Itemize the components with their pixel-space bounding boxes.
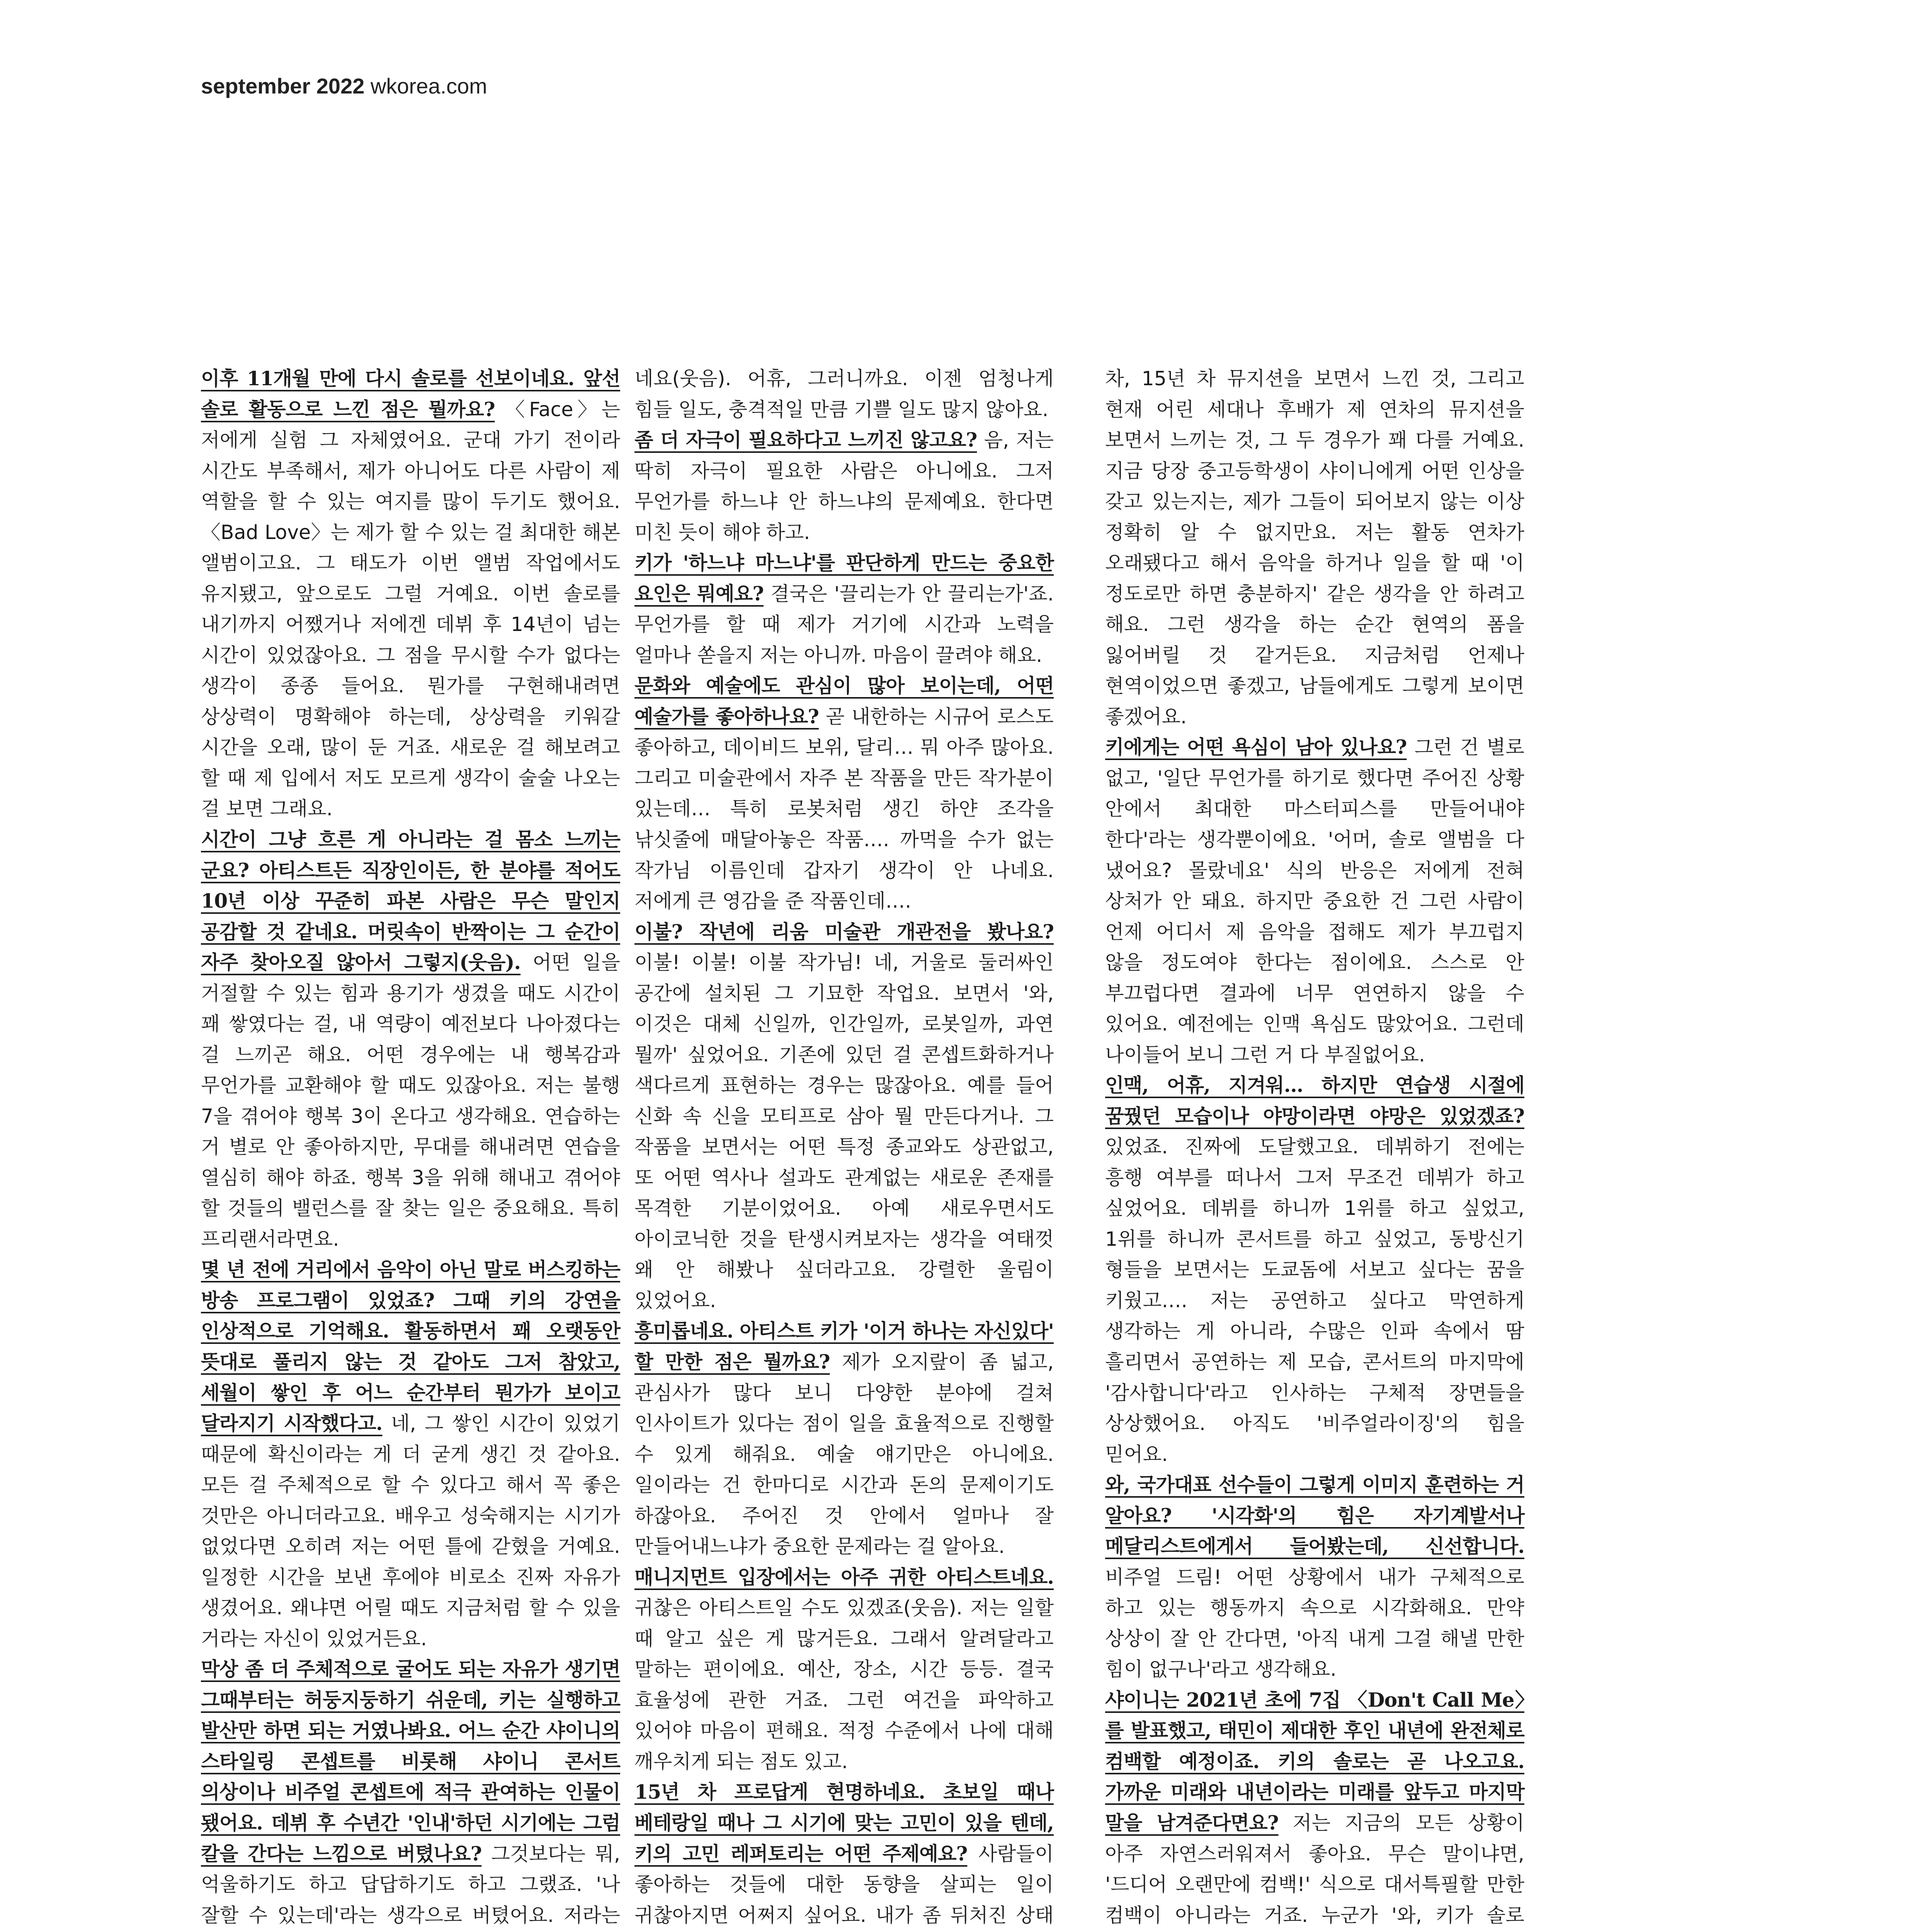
question: 좀 더 자극이 필요하다고 느끼진 않고요? xyxy=(634,429,977,452)
question: 몇 년 전에 거리에서 음악이 아닌 말로 버스킹하는 방송 프로그램이 있었죠? 그때 키의 강연을 인상적으로 기억해요. 활동하면서 꽤 오랫동안 뜻대로 풀리지 않는 것 같아도 그저 참았고, 세월이 쌓인 후 어느 순간부터 뭔가가 보이고 달라지기 시작했다고. xyxy=(201,1258,620,1435)
question: 키에게는 어떤 욕심이 남아 있나요? xyxy=(1105,736,1407,759)
answer: 있었죠. 진짜에 도달했고요. 데뷔하기 전에는 흥행 여부를 떠나서 그저 무조건 데뷔가 하고 싶었어요. 데뷔를 하니까 1위를 하고 싶었고, 1위를 하니까 콘서트를 하고 싶었고, 동방신기 형들을 보면서는 도쿄돔에 서보고 싶다는 꿈을 키웠고…. 저는 공연하고 싶다고 막연하게 생각하는 게 아니라, 수많은 인파 속에서 땀 흘리면서 공연하는 제 모습, 콘서트의 마지막에 '감사합니다'라고 인사하는 구체적 장면들을 상상했어요. 아직도 '비주얼라이징'의 힘을 믿어요. xyxy=(1105,1135,1524,1466)
answer: 저는 지금의 모든 상황이 아주 자연스러워져서 좋아요. 무슨 말이냐면, '드디어 오랜만에 컴백!' 식으로 대서특필할 만한 컴백이 아니라는 거죠. 누군가 '와, 키가 솔로 xyxy=(1105,1811,1524,1927)
paragraph xyxy=(634,1777,1054,1932)
paragraph xyxy=(634,548,1054,670)
paragraph xyxy=(634,363,1054,425)
paragraph xyxy=(634,670,1054,916)
folio-issue: september 2022 wkorea.com xyxy=(201,74,487,98)
question: 매니지먼트 입장에서는 아주 귀한 아티스트네요. xyxy=(634,1565,1054,1588)
question: 인맥, 어휴, 지겨워… 하지만 연습생 시절에 꿈꿨던 모습이나 야망이라면 야망은 있었겠죠? xyxy=(1105,1074,1524,1128)
paragraph xyxy=(201,1654,620,1932)
question: 문화와 예술에도 관심이 많아 보이는데, 어떤 예술가를 좋아하나요? xyxy=(634,674,1054,728)
text-column-2 xyxy=(634,363,1054,1932)
text-column-1 xyxy=(201,363,620,1932)
paragraph xyxy=(201,363,620,824)
paragraph xyxy=(634,425,1054,548)
answer: 곧 내한하는 시규어 로스도 좋아하고, 데이비드 보위, 달리… 뭐 아주 많아요. 그리고 미술관에서 자주 본 작품을 만든 작가분이 있는데… 특히 로봇처럼 생긴 하얀 조각을 낚싯줄에 매달아놓은 작품…. 까먹을 수가 없는 작가님 이름인데 갑자기 생각이 안 나네요. 저에게 큰 영감을 준 작품인데…. xyxy=(634,705,1054,913)
question: 키가 '하느냐 마느냐'를 판단하게 만드는 중요한 요인은 뭐예요? xyxy=(634,551,1054,605)
display-word-container xyxy=(1430,1082,1932,1932)
answer: 이불! 이불! 이불 작가님! 네, 거울로 둘러싸인 공간에 설치된 그 기묘한 작업요. 보면서 '와, 이것은 대체 신일까, 인간일까, 로봇일까, 과연 뭘까' 싶었어요. 기존에 있던 걸 콘셉트화하거나 색다르게 표현하는 경우는 많잖아요. 예를 들어 신화 속 신을 모티프로 삼아 뭘 만든다거나. 그 작품을 보면서는 어떤 특정 종교와도 상관없고, 또 어떤 역사나 설과도 관계없는 새로운 존재를 목격한 기분이었어요. 아예 새로우면서도 아이코닉한 것을 탄생시켜보자는 생각을 여태껏 왜 안 해봤나 싶더라고요. 강렬한 울림이 있었어요. xyxy=(634,951,1054,1312)
answer: 비주얼 드림! 어떤 상황에서 내가 구체적으로 하고 있는 행동까지 속으로 시각화해요. 만약 상상이 잘 안 간다면, '아직 내게 그걸 해낼 만한 힘이 없구나'라고 생각해요. xyxy=(1105,1565,1524,1681)
paragraph xyxy=(201,824,620,1254)
paragraph xyxy=(1105,732,1524,1070)
answer: 어떤 일을 거절할 수 있는 힘과 용기가 생겼을 때도 시간이 꽤 쌓였다는 걸, 내 역량이 예전보다 나아졌다는 걸 느끼곤 해요. 어떤 경우에는 내 행복감과 무언가를 교환해야 할 때도 있잖아요. 저는 불행 7을 겪어야 행복 3이 온다고 생각해요. 연습하는 거 별로 안 좋아하지만, 무대를 해내려면 연습을 열심히 해야 하죠. 행복 3을 위해 해내고 겪어야 할 것들의 밸런스를 잘 찾는 일은 중요해요. 특히 프리랜서라면요. xyxy=(201,951,620,1250)
paragraph xyxy=(634,1562,1054,1777)
question: 막상 좀 더 주체적으로 굴어도 되는 자유가 생기면 그때부터는 허둥지둥하기 쉬운데, 키는 실행하고 발산만 하면 되는 거였나봐요. 어느 순간 샤이니의 스타일링 콘셉트를 비롯해 샤이니 콘서트 의상이나 비주얼 콘셉트에 적극 관여하는 인물이 됐어요. 데뷔 후 수년간 '인내'하던 시기에는 그럼 칼을 간다는 느낌으로 버텼나요? xyxy=(201,1658,620,1865)
question: 흥미롭네요. 아티스트 키가 '이거 하나는 자신있다' 할 만한 점은 뭘까요? xyxy=(634,1320,1054,1373)
paragraph xyxy=(634,917,1054,1316)
answer: 그것보다는 뭐, 억울하기도 하고 답답하기도 하고 그랬죠. '나 잘할 수 있는데'라는 생각으로 버텼어요. 저라는 xyxy=(201,1842,621,1927)
question: 시간이 그냥 흐른 게 아니라는 걸 몸소 느끼는 군요? 아티스트든 직장인이든, 한 분야를 적어도 10년 이상 꾸준히 파본 사람은 무슨 말인지 공감할 것 같네요. 머릿속이 반짝이는 그 순간이 자주 찾아오질 않아서 그렇지(웃음). xyxy=(201,828,620,974)
answer: 차, 15년 차 뮤지션을 보면서 느낀 것, 그리고 현재 어린 세대나 후배가 제 연차의 뮤지션을 보면서 느끼는 것, 그 두 경우가 꽤 다를 거예요. 지금 당장 중고등학생이 샤이니에게 어떤 인상을 갖고 있는지는, 제가 그들이 되어보지 않는 이상 정확히 알 수 없지만요. 저는 활동 연차가 오래됐다고 해서 음악을 하거나 일을 할 때 '이 정도로만 하면 충분하지' 같은 생각을 안 하려고 해요. 그런 생각을 하는 순간 현역의 폼을 잃어버릴 것 같거든요. 지금처럼 언제나 현역이었으면 좋겠고, 남들에게도 그렇게 보이면 좋겠어요. xyxy=(1105,367,1524,728)
answer: 사람들이 좋아하는 것들에 대한 동향을 살피는 일이 귀찮아지면 어쩌지 싶어요. 내가 좀 뒤처진 상태 xyxy=(634,1842,1054,1927)
question: 15년 차 프로답게 현명하네요. 초보일 때나 베테랑일 때나 그 시기에 맞는 고민이 있을 텐데, 키의 고민 레퍼토리는 어떤 주제예요? xyxy=(634,1781,1054,1865)
answer: 음, 저는 딱히 자극이 필요한 사람은 아니에요. 그저 무언가를 하느냐 안 하느냐의 문제예요. 한다면 미친 듯이 해야 하고. xyxy=(634,429,1054,544)
answer: 결국은 '끌리는가 안 끌리는가'죠. 무언가를 할 때 제가 거기에 시간과 노력을 얼마나 쏟을지 저는 아니까. 마음이 끌려야 해요. xyxy=(634,582,1054,667)
answer: 귀찮은 아티스트일 수도 있겠죠(웃음). 저는 일할 때 알고 싶은 게 많거든요. 그래서 알려달라고 말하는 편이에요. 예산, 장소, 시간 등등. 결국 효율성에 관한 거죠. 그런 여건을 파악하고 있어야 마음이 편해요. 적정 수준에서 나에 대해 깨우치게 되는 점도 있고. xyxy=(634,1596,1054,1773)
paragraph xyxy=(1105,363,1524,732)
paragraph xyxy=(634,1316,1054,1561)
answer: 〈Face〉는 저에게 실험 그 자체였어요. 군대 가기 전이라 시간도 부족해서, 제가 아니어도 다른 사람이 제 역할을 할 수 있는 여지를 많이 두기도 했어요. 〈Bad Love〉는 제가 할 수 있는 걸 최대한 해본 앨범이고요. 그 태도가 이번 앨범 작업에서도 유지됐고, 앞으로도 그럴 거예요. 이번 솔로를 내기까지 어쨌거나 저에겐 데뷔 후 14년이 넘는 시간이 있었잖아요. 그 점을 무시할 수가 없다는 생각이 종종 들어요. 뭔가를 구현해내려면 상상력이 명확해야 하는데, 상상력을 키워갈 시간을 오래, 많이 둔 거죠. 새로운 걸 해보려고 할 때 제 입에서 저도 모르게 생각이 술술 나오는 걸 보면 그래요. xyxy=(201,398,620,820)
question: 와, 국가대표 선수들이 그렇게 이미지 훈련하는 거 알아요? '시각화'의 힘은 자기계발서나 메달리스트에게서 들어봤는데, 신선합니다. xyxy=(1105,1473,1524,1558)
question: 이불? 작년에 리움 미술관 개관전을 봤나요? xyxy=(634,920,1054,943)
answer: 그런 건 별로 없고, '일단 무언가를 하기로 했다면 주어진 상황 안에서 최대한 마스터피스를 만들어내야 한다'라는 생각뿐이에요. '어머, 솔로 앨범을 다 냈어요? 몰랐네요' 식의 반응은 저에게 전혀 상처가 안 돼요. 하지만 중요한 건 그런 사람이 언제 어디서 제 음악을 접해도 제가 부끄럽지 않을 정도여야 한다는 점이에요. 스스로 안 부끄럽다면 결과에 너무 연연하지 않을 수 있어요. 예전에는 인맥 욕심도 많았어요. 그런데 나이들어 보니 그런 거 다 부질없어요. xyxy=(1105,736,1524,1066)
answer: 네, 그 쌓인 시간이 있었기 때문에 확신이라는 게 더 굳게 생긴 것 같아요. 모든 걸 주체적으로 할 수 있다고 해서 꼭 좋은 것만은 아니더라고요. 배우고 성숙해지는 시기가 없었다면 오히려 저는 어떤 틀에 갇혔을 거예요. 일정한 시간을 보낸 후에야 비로소 진짜 자유가 생겼어요. 왜냐면 어릴 때도 지금처럼 할 수 있을 거라는 자신이 있었거든요. xyxy=(201,1412,620,1650)
answer: 제가 오지랖이 좀 넓고, 관심사가 많다 보니 다양한 분야에 걸쳐 인사이트가 있다는 점이 일을 효율적으로 진행할 수 있게 해줘요. 예술 얘기만은 아니에요. 일이라는 건 한마디로 시간과 돈의 문제이기도 하잖아요. 주어진 것 안에서 얼마나 잘 만들어내느냐가 중요한 문제라는 걸 알아요. xyxy=(634,1350,1054,1558)
answer: 네요(웃음). 어휴, 그러니까요. 이젠 엄청나게 힘들 일도, 충격적일 만큼 기쁠 일도 많지 않아요. xyxy=(634,367,1054,421)
question: 이후 11개월 만에 다시 솔로를 선보이네요. 앞선 솔로 활동으로 느낀 점은 뭘까요? xyxy=(201,367,620,421)
paragraph xyxy=(201,1254,620,1654)
question: 샤이니는 2021년 초에 7집 〈Don't Call Me〉를 발표했고, 태민이 제대한 후인 내년에 완전체로 컴백할 예정이죠. 키의 솔로는 곧 나오고요. 가까운 미래와 내년이라는 미래를 앞두고 마지막 말을 남겨준다면요? xyxy=(1105,1688,1524,1834)
